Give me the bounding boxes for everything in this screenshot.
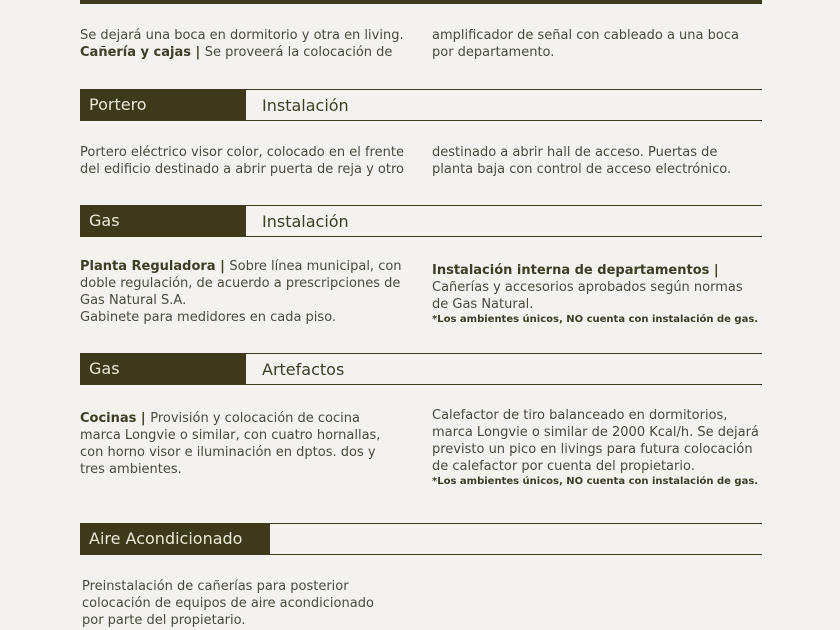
gas-artefactos-note: *Los ambientes únicos, NO cuenta con instalación de gas. (432, 476, 759, 487)
section-subheader-aire (270, 523, 762, 555)
top-rule (80, 0, 762, 4)
portero-right-text: destinado a abrir hall de acceso. Puertas de planta baja con control de acceso electrónico. (432, 145, 732, 177)
portero-left-text: Portero eléctrico visor color, colocado en el frente del edificio destinado a abrir puerta de reja y otro (80, 145, 404, 177)
section-subheader-gas-instalacion: Instalación (246, 205, 762, 237)
section-subheader-portero: Instalación (246, 89, 762, 121)
top-left-text: Se dejará una boca en dormitorio y otra en living. Cañería y cajas | Se proveerá la colocación de (80, 28, 404, 60)
section-header-gas-instalacion: Gas (80, 205, 246, 237)
aire-left-text: Preinstalación de cañerías para posterior colocación de equipos de aire acondicionado por parte del propietario. (82, 579, 374, 628)
gas-artefactos-left-text: Cocinas | Provisión y colocación de cocina marca Longvie o similar, con cuatro hornallas, con horno visor e iluminación en dptos. dos y tres ambientes. (80, 411, 381, 477)
top-right-text: amplificador de señal con cableado a una boca por departamento. (432, 28, 739, 60)
section-subheader-gas-artefactos: Artefactos (246, 353, 762, 385)
gas-instalacion-note: *Los ambientes únicos, NO cuenta con instalación de gas. (432, 314, 759, 325)
section-header-portero: Portero (80, 89, 246, 121)
section-header-aire: Aire Acondicionado (80, 523, 270, 555)
gas-artefactos-right-text: Calefactor de tiro balanceado en dormitorios, marca Longvie o similar de 2000 Kcal/h. Se dejará previsto un pico en livings para futura colocación de calefactor por cuenta del propietario. *Los ambientes únicos, NO cuenta con instalación de gas. (432, 408, 759, 487)
section-header-gas-artefactos: Gas (80, 353, 246, 385)
gas-instalacion-left-text: Planta Reguladora | Sobre línea municipal, con doble regulación, de acuerdo a prescripciones de Gas Natural S.A. Gabinete para medidores en cada piso. (80, 259, 402, 325)
gas-instalacion-right-text: Instalación interna de departamentos | Cañerías y accesorios aprobados según normas de Gas Natural. *Los ambientes únicos, NO cuenta con instalación de gas. (432, 263, 759, 325)
